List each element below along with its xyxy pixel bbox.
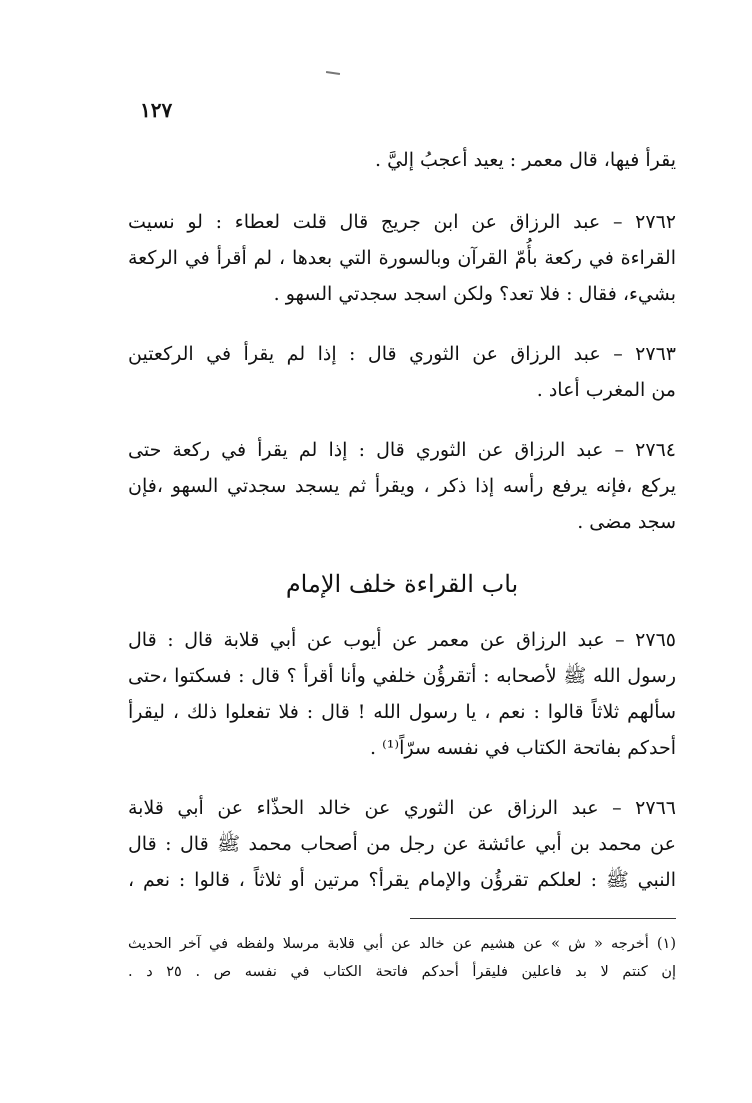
hadith-2764 xyxy=(128,432,676,540)
text-line: عن محمد بن أبي عائشة عن رجل من أصحاب محمد ﷺ قال : قال xyxy=(128,833,676,855)
text-line: ٢٧٦٥ – عبد الرزاق عن معمر عن أيوب عن أبي قلابة قال : قال xyxy=(128,629,676,651)
text-line: يركع ،فإنه يرفع رأسه إذا ذكر ، ويقرأ ثم يسجد سجدتي السهو ،فإن xyxy=(128,475,676,497)
footnote-line: إن كنتم لا بد فاعلين فليقرأ أحدكم فاتحة الكتاب في نفسه ص . ٢٥ د . xyxy=(128,964,676,980)
text-line: سجد مضى . xyxy=(577,511,676,533)
text-line: من المغرب أعاد . xyxy=(536,379,676,401)
text-line: أحدكم بفاتحة الكتاب في نفسه سرّاً⁽¹⁾ . xyxy=(370,737,676,759)
text-line: رسول الله ﷺ لأصحابه : أتقرؤُن خلفي وأنا أقرأ ؟ قال : فسكتوا ،حتى xyxy=(128,665,676,687)
text-line: ٢٧٦٢ – عبد الرزاق عن ابن جريج قال قلت لعطاء : لو نسيت xyxy=(128,211,676,233)
chapter-heading: باب القراءة خلف الإمام xyxy=(285,570,519,598)
text-line: سألهم ثلاثاً قالوا : نعم ، يا رسول الله ! قال : فلا تفعلوا ذلك ، ليقرأ xyxy=(128,701,676,723)
page-number: ١٢٧ xyxy=(140,98,173,122)
main-text xyxy=(128,142,676,922)
footnote-line: (١) أخرجه « ش » عن هشيم عن خالد عن أبي قلابة مرسلا ولفظه في آخر الحديث xyxy=(128,936,676,952)
hadith-2763 xyxy=(128,336,676,408)
text-line: ٢٧٦٤ – عبد الرزاق عن الثوري قال : إذا لم يقرأ في ركعة حتى xyxy=(128,439,676,461)
text-line: القراءة في ركعة بأُمّ القرآن وبالسورة التي بعدها ، لم أقرأ في الركعة xyxy=(128,247,676,269)
hadith-2765 xyxy=(128,622,676,766)
text-line: ٢٧٦٣ – عبد الرزاق عن الثوري قال : إذا لم يقرأ في الركعتين xyxy=(128,343,676,365)
scan-mark xyxy=(326,71,340,75)
hadith-2766 xyxy=(128,790,676,898)
text-line: بشيء، فقال : فلا تعد؟ ولكن اسجد سجدتي السهو . xyxy=(273,283,676,305)
text-line: يقرأ فيها، قال معمر : يعيد أعجبُ إليَّ . xyxy=(374,149,676,171)
footnote xyxy=(128,930,676,986)
footnote-divider xyxy=(410,918,676,919)
paragraph-continuation xyxy=(128,142,676,178)
text-line: ٢٧٦٦ – عبد الرزاق عن الثوري عن خالد الحذّاء عن أبي قلابة xyxy=(128,797,676,819)
hadith-2762 xyxy=(128,204,676,312)
text-line: النبي ﷺ : لعلكم تقرؤُن والإمام يقرأ؟ مرتين أو ثلاثاً ، قالوا : نعم ، xyxy=(128,869,676,891)
